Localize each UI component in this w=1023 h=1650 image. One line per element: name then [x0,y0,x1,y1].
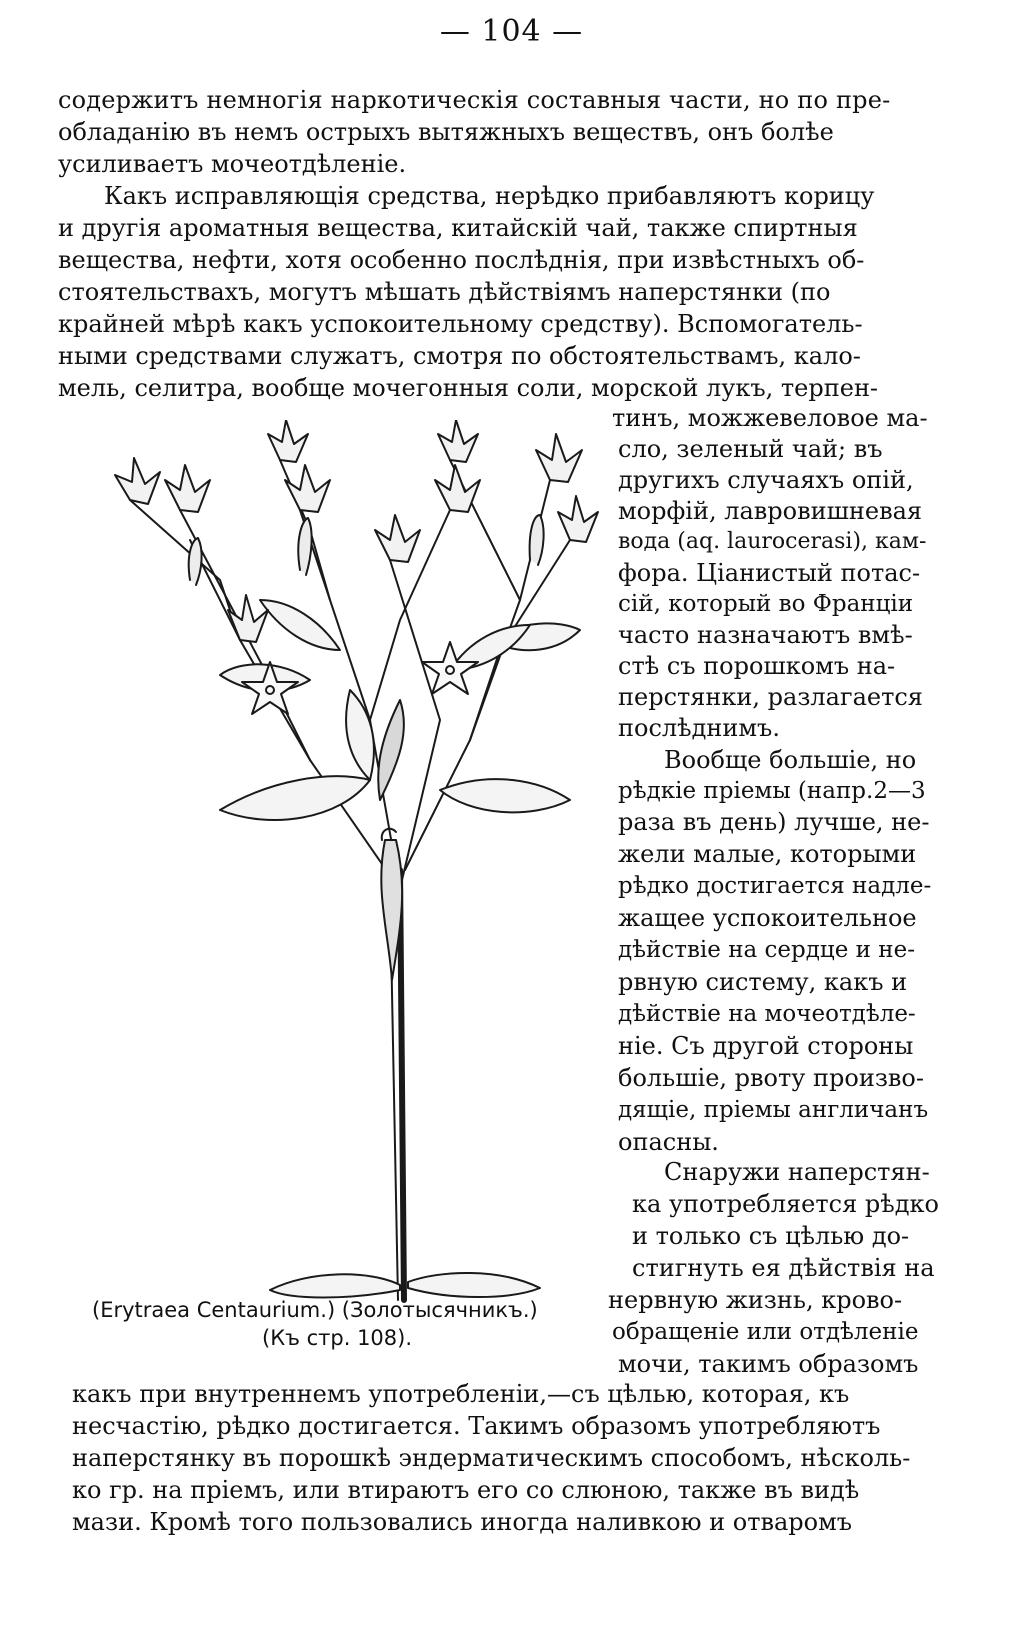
side-text-line: Вообще большіе, но [664,746,917,774]
side-text-line: Снаружи наперстян- [664,1158,930,1186]
side-text-line: стигнуть ея дѣйствія на [632,1254,935,1282]
side-text-line: рѣдко достигается надле- [618,873,932,899]
side-text-line: раза въ день) лучше, не- [618,808,930,836]
figure-caption-reference: (Къ стр. 108). [262,1326,413,1350]
text-line: вещества, нефти, хотя особенно послѣднія, при извѣстныхъ об- [58,246,865,274]
text-line: наперстянку въ порошкѣ эндерматическимъ способомъ, нѣсколь- [72,1444,911,1472]
text-line: ными средствами служатъ, смотря по обстоятельствамъ, кало- [58,342,861,370]
side-text-line: рвную систему, какъ и [618,968,908,996]
side-text-line: сій, который во Франціи [618,591,914,617]
side-text-line: фора. Ціанистый потас- [618,559,921,587]
side-text-line: жащее успокоительное [618,904,917,932]
side-text-line: часто назначаютъ вмѣ- [618,621,913,649]
side-text-line: и только съ цѣлью до- [632,1222,910,1250]
plant-illustration [70,420,630,1320]
side-text-line: ка употребляется рѣдко [632,1190,939,1218]
figure-caption: (Erytraea Centaurium.) (Золотысячникъ.) [92,1298,538,1322]
side-text-line: стѣ съ порошкомъ на- [618,652,896,680]
text-line: стоятельствахъ, могутъ мѣшать дѣйствіямъ наперстянки (по [58,278,831,306]
side-text-line: морфій, лавровишневая [618,497,923,525]
text-line: обладанію въ немъ острыхъ вытяжныхъ веществъ, онъ болѣе [58,118,834,146]
text-line: мель, селитра, вообще мочегонныя соли, морской лукъ, терпен- [58,374,879,402]
side-text-line: опасны. [618,1128,719,1156]
side-text-line: дящіе, пріемы англичанъ [618,1097,929,1123]
side-text-line: ніе. Съ другой стороны [618,1032,914,1060]
side-text-line: нервную жизнь, крово- [608,1286,903,1314]
side-text-line: большіе, рвоту произво- [618,1064,924,1092]
side-text-line: тинъ, можжевеловое ма- [612,404,928,432]
side-text-line: обращеніе или отдѣленіе [612,1319,919,1345]
text-line: мази. Кромѣ того пользовались иногда наливкою и отваромъ [72,1508,853,1536]
side-text-line: перстянки, разлагается [618,683,923,711]
text-line: и другія ароматныя вещества, китайскій чай, также спиртныя [58,214,858,242]
text-line: какъ при внутреннемъ употребленіи,—съ цѣлью, которая, къ [72,1380,850,1408]
text-line: ко гр. на пріемъ, или втираютъ его со слюною, также въ видѣ [72,1476,860,1504]
side-text-line: мочи, такимъ образомъ [618,1350,919,1378]
text-line: несчастію, рѣдко достигается. Такимъ образомъ употребляютъ [72,1412,881,1440]
side-text-line: другихъ случаяхъ опій, [618,466,914,494]
side-text-line: дѣйствіе на сердце и не- [618,937,915,963]
side-text-line: сло, зеленый чай; въ [618,435,883,463]
text-line: крайней мѣрѣ какъ успокоительному средству). Вспомогатель- [58,310,863,338]
side-text-line: жели малые, которыми [618,840,917,868]
page-number: — 104 — [439,14,584,49]
centaury-plant-icon [70,420,630,1320]
side-text-line: послѣднимъ. [618,714,780,742]
text-line: содержитъ немногія наркотическія составныя части, но по пре- [58,86,891,114]
text-line: усиливаетъ мочеотдѣленіе. [58,150,407,178]
text-line: Какъ исправляющія средства, нерѣдко прибавляютъ корицу [104,182,875,210]
side-text-line: рѣдкіе пріемы (напр.2—3 [618,778,926,804]
side-text-line: вода (aq. laurocerasi), кам- [618,529,927,554]
side-text-line: дѣйствіе на мочеотдѣле- [618,1001,916,1027]
